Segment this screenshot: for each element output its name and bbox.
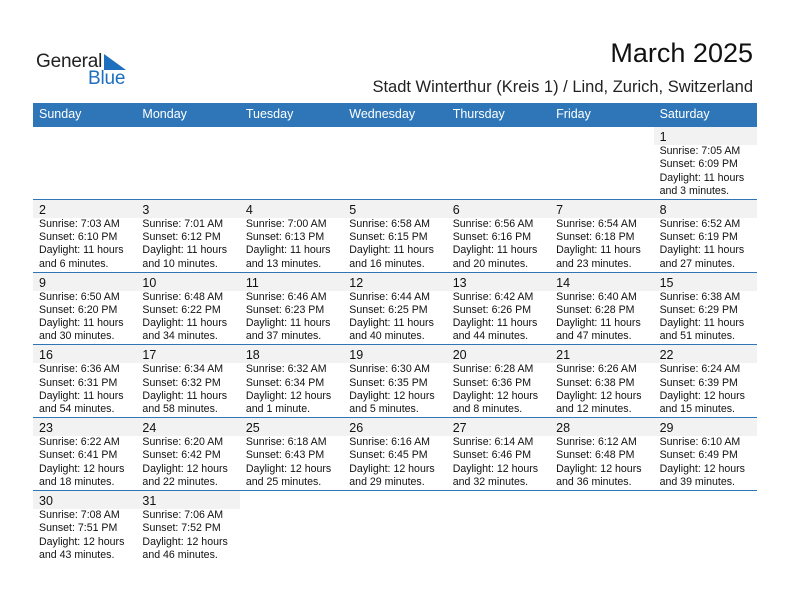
day-daylight1-text: Daylight: 12 hours xyxy=(142,535,228,548)
day-number: 24 xyxy=(142,421,157,436)
weekday-header: Tuesday xyxy=(240,103,343,126)
day-sunset-text: Sunset: 6:46 PM xyxy=(452,449,532,462)
day-daylight1-text: Daylight: 11 hours xyxy=(452,317,538,330)
day-number-bar xyxy=(654,418,757,436)
day-sunrise-text: Sunrise: 6:42 AM xyxy=(452,290,534,303)
day-sunrise-text: Sunrise: 7:03 AM xyxy=(39,217,120,230)
weekday-header: Monday xyxy=(136,103,239,126)
day-number-bar xyxy=(136,345,239,363)
day-cell xyxy=(654,344,757,417)
day-sunset-text: Sunset: 6:09 PM xyxy=(659,158,738,171)
day-sunrise-text: Sunrise: 6:20 AM xyxy=(142,436,224,449)
empty-day-cell xyxy=(447,126,550,199)
day-number: 6 xyxy=(452,202,460,217)
day-daylight2-text: and 22 minutes. xyxy=(142,476,218,489)
day-daylight2-text: and 47 minutes. xyxy=(556,330,632,343)
day-daylight2-text: and 1 minute. xyxy=(245,403,311,416)
empty-day-cell xyxy=(240,126,343,199)
day-number: 28 xyxy=(556,421,571,436)
day-daylight2-text: and 8 minutes. xyxy=(452,403,523,416)
day-daylight2-text: and 15 minutes. xyxy=(659,403,735,416)
day-sunrise-text: Sunrise: 7:06 AM xyxy=(142,508,224,521)
day-number: 30 xyxy=(39,493,53,508)
empty-day-cell xyxy=(343,490,446,563)
day-number-bar xyxy=(136,491,239,509)
day-daylight1-text: Daylight: 12 hours xyxy=(556,462,642,475)
day-sunset-text: Sunset: 6:16 PM xyxy=(452,231,532,244)
day-sunset-text: Sunset: 6:28 PM xyxy=(556,303,635,316)
day-number-bar xyxy=(33,200,136,218)
weekday-header: Sunday xyxy=(33,103,136,126)
day-cell xyxy=(240,272,343,345)
day-daylight1-text: Daylight: 12 hours xyxy=(452,462,539,475)
day-cell xyxy=(550,199,653,272)
day-cell xyxy=(33,272,136,345)
day-daylight1-text: Daylight: 12 hours xyxy=(556,389,642,402)
day-sunrise-text: Sunrise: 6:44 AM xyxy=(349,290,430,303)
day-cell xyxy=(550,272,653,345)
day-sunrise-text: Sunrise: 6:46 AM xyxy=(245,290,327,303)
day-sunrise-text: Sunrise: 6:32 AM xyxy=(245,363,327,376)
day-cell xyxy=(447,272,550,345)
day-cell xyxy=(654,126,757,199)
day-daylight2-text: and 37 minutes. xyxy=(245,330,322,343)
day-sunrise-text: Sunrise: 7:08 AM xyxy=(39,508,120,521)
day-sunset-text: Sunset: 6:10 PM xyxy=(39,231,118,244)
day-daylight1-text: Daylight: 11 hours xyxy=(659,171,745,184)
day-number: 5 xyxy=(349,202,357,217)
logo-text-general: General xyxy=(36,51,103,72)
day-sunset-text: Sunset: 6:41 PM xyxy=(39,449,118,462)
day-daylight2-text: and 13 minutes. xyxy=(245,257,322,270)
weekday-header: Wednesday xyxy=(343,103,446,126)
day-sunset-text: Sunset: 6:34 PM xyxy=(245,376,325,389)
day-cell xyxy=(33,344,136,417)
day-number-bar xyxy=(240,418,343,436)
day-number-bar xyxy=(654,345,757,363)
day-daylight1-text: Daylight: 12 hours xyxy=(659,389,745,402)
day-number-bar xyxy=(240,345,343,363)
day-daylight2-text: and 54 minutes. xyxy=(39,403,115,416)
day-sunset-text: Sunset: 6:20 PM xyxy=(39,303,118,316)
day-sunrise-text: Sunrise: 6:18 AM xyxy=(245,436,327,449)
day-daylight1-text: Daylight: 11 hours xyxy=(39,317,124,330)
day-cell xyxy=(136,344,239,417)
day-cell xyxy=(447,344,550,417)
day-number: 15 xyxy=(659,275,674,290)
weekday-header: Saturday xyxy=(654,103,757,126)
day-daylight2-text: and 27 minutes. xyxy=(659,257,735,270)
day-daylight1-text: Daylight: 11 hours xyxy=(142,244,228,257)
day-cell xyxy=(343,272,446,345)
day-number-bar xyxy=(447,200,550,218)
day-daylight2-text: and 39 minutes. xyxy=(659,476,735,489)
day-sunrise-text: Sunrise: 6:54 AM xyxy=(556,217,637,230)
day-daylight1-text: Daylight: 12 hours xyxy=(349,462,435,475)
day-number-bar xyxy=(343,418,446,436)
day-sunrise-text: Sunrise: 6:16 AM xyxy=(349,436,430,449)
day-daylight2-text: and 25 minutes. xyxy=(245,476,322,489)
day-sunset-text: Sunset: 6:19 PM xyxy=(659,231,738,244)
day-daylight1-text: Daylight: 12 hours xyxy=(452,389,539,402)
day-daylight1-text: Daylight: 11 hours xyxy=(142,389,228,402)
day-daylight1-text: Daylight: 11 hours xyxy=(39,244,124,257)
day-daylight2-text: and 44 minutes. xyxy=(452,330,529,343)
day-sunset-text: Sunset: 6:45 PM xyxy=(349,449,428,462)
day-number: 23 xyxy=(39,421,53,436)
day-sunrise-text: Sunrise: 6:58 AM xyxy=(349,217,430,230)
day-sunset-text: Sunset: 6:13 PM xyxy=(245,231,325,244)
day-number: 9 xyxy=(39,275,46,290)
day-daylight2-text: and 5 minutes. xyxy=(349,403,419,416)
day-daylight1-text: Daylight: 11 hours xyxy=(349,244,434,257)
calendar-grid xyxy=(33,103,757,563)
day-sunrise-text: Sunrise: 6:50 AM xyxy=(39,290,120,303)
day-number: 20 xyxy=(452,348,467,363)
day-daylight2-text: and 29 minutes. xyxy=(349,476,425,489)
empty-day-cell xyxy=(136,126,239,199)
day-daylight1-text: Daylight: 12 hours xyxy=(245,389,332,402)
day-cell xyxy=(33,490,136,563)
day-cell xyxy=(240,344,343,417)
day-daylight1-text: Daylight: 11 hours xyxy=(245,244,331,257)
day-daylight1-text: Daylight: 12 hours xyxy=(142,462,228,475)
day-sunset-text: Sunset: 6:18 PM xyxy=(556,231,635,244)
day-number: 11 xyxy=(245,275,259,290)
day-sunrise-text: Sunrise: 6:10 AM xyxy=(659,436,741,449)
day-number: 10 xyxy=(142,275,157,290)
day-daylight2-text: and 40 minutes. xyxy=(349,330,425,343)
day-number: 29 xyxy=(659,421,674,436)
day-number-bar xyxy=(136,418,239,436)
day-daylight2-text: and 34 minutes. xyxy=(142,330,218,343)
page-subtitle: Stadt Winterthur (Kreis 1) / Lind, Zurich, Switzerland xyxy=(372,78,753,96)
day-daylight1-text: Daylight: 11 hours xyxy=(556,317,641,330)
day-sunset-text: Sunset: 6:38 PM xyxy=(556,376,635,389)
day-sunrise-text: Sunrise: 7:05 AM xyxy=(659,145,741,157)
day-number-bar xyxy=(136,273,239,291)
weekday-header: Thursday xyxy=(447,103,550,126)
day-number-bar xyxy=(550,418,653,436)
day-number-bar xyxy=(343,345,446,363)
day-daylight2-text: and 51 minutes. xyxy=(659,330,735,343)
day-sunset-text: Sunset: 6:32 PM xyxy=(142,376,221,389)
day-number: 16 xyxy=(39,348,53,363)
day-number: 8 xyxy=(659,202,667,217)
day-sunset-text: Sunset: 6:48 PM xyxy=(556,449,635,462)
day-cell xyxy=(33,417,136,490)
day-cell xyxy=(447,417,550,490)
day-number: 4 xyxy=(245,202,253,217)
day-number-bar xyxy=(343,200,446,218)
day-cell xyxy=(343,344,446,417)
day-daylight2-text: and 46 minutes. xyxy=(142,548,218,561)
day-number: 12 xyxy=(349,275,364,290)
day-number: 13 xyxy=(452,275,467,290)
day-number-bar xyxy=(447,273,550,291)
day-daylight1-text: Daylight: 11 hours xyxy=(39,389,124,402)
day-daylight1-text: Daylight: 11 hours xyxy=(659,317,745,330)
day-cell xyxy=(447,199,550,272)
day-number: 2 xyxy=(39,202,46,217)
day-number-bar xyxy=(550,200,653,218)
day-cell xyxy=(136,272,239,345)
day-number-bar xyxy=(240,273,343,291)
day-number: 19 xyxy=(349,348,364,363)
day-cell xyxy=(550,344,653,417)
day-sunrise-text: Sunrise: 6:34 AM xyxy=(142,363,224,376)
day-sunrise-text: Sunrise: 6:14 AM xyxy=(452,436,534,449)
day-sunset-text: Sunset: 6:25 PM xyxy=(349,303,428,316)
day-daylight1-text: Daylight: 11 hours xyxy=(349,317,434,330)
day-daylight2-text: and 30 minutes. xyxy=(39,330,115,343)
empty-day-cell xyxy=(550,126,653,199)
day-number: 26 xyxy=(349,421,364,436)
day-sunrise-text: Sunrise: 6:28 AM xyxy=(452,363,534,376)
page-title: March 2025 xyxy=(610,38,753,68)
day-sunrise-text: Sunrise: 6:30 AM xyxy=(349,363,430,376)
day-number-bar xyxy=(447,418,550,436)
day-number: 14 xyxy=(556,275,571,290)
day-sunset-text: Sunset: 6:31 PM xyxy=(39,376,118,389)
day-number-bar xyxy=(136,200,239,218)
empty-day-cell xyxy=(550,490,653,563)
day-daylight2-text: and 6 minutes. xyxy=(39,257,109,270)
day-daylight2-text: and 10 minutes. xyxy=(142,257,218,270)
day-daylight1-text: Daylight: 12 hours xyxy=(659,462,745,475)
day-cell xyxy=(654,417,757,490)
day-daylight2-text: and 3 minutes. xyxy=(659,184,730,197)
day-sunset-text: Sunset: 6:22 PM xyxy=(142,303,221,316)
day-number: 18 xyxy=(245,348,260,363)
day-sunrise-text: Sunrise: 6:56 AM xyxy=(452,217,534,230)
day-sunrise-text: Sunrise: 6:22 AM xyxy=(39,436,120,449)
day-number: 21 xyxy=(556,348,571,363)
day-daylight2-text: and 12 minutes. xyxy=(556,403,632,416)
day-cell xyxy=(343,417,446,490)
logo-text-blue: Blue xyxy=(88,68,126,89)
day-number: 25 xyxy=(245,421,260,436)
day-daylight1-text: Daylight: 11 hours xyxy=(452,244,538,257)
day-number-bar xyxy=(240,200,343,218)
day-daylight1-text: Daylight: 11 hours xyxy=(556,244,641,257)
day-daylight1-text: Daylight: 12 hours xyxy=(39,535,125,548)
day-cell xyxy=(240,417,343,490)
day-sunrise-text: Sunrise: 6:52 AM xyxy=(659,217,741,230)
day-cell xyxy=(136,490,239,563)
day-sunset-text: Sunset: 6:35 PM xyxy=(349,376,428,389)
day-sunrise-text: Sunrise: 6:40 AM xyxy=(556,290,637,303)
day-sunrise-text: Sunrise: 6:26 AM xyxy=(556,363,637,376)
day-sunset-text: Sunset: 6:49 PM xyxy=(659,449,738,462)
day-daylight1-text: Daylight: 11 hours xyxy=(659,244,745,257)
day-daylight2-text: and 18 minutes. xyxy=(39,476,115,489)
day-number-bar xyxy=(33,418,136,436)
day-daylight1-text: Daylight: 12 hours xyxy=(245,462,332,475)
day-sunset-text: Sunset: 7:52 PM xyxy=(142,522,221,535)
day-number: 1 xyxy=(659,130,667,144)
empty-day-cell xyxy=(654,490,757,563)
day-daylight2-text: and 32 minutes. xyxy=(452,476,529,489)
day-daylight2-text: and 43 minutes. xyxy=(39,548,115,561)
day-sunrise-text: Sunrise: 6:48 AM xyxy=(142,290,224,303)
day-sunrise-text: Sunrise: 7:00 AM xyxy=(245,217,327,230)
day-sunset-text: Sunset: 6:42 PM xyxy=(142,449,221,462)
day-cell xyxy=(240,199,343,272)
day-daylight1-text: Daylight: 12 hours xyxy=(349,389,435,402)
day-cell xyxy=(550,417,653,490)
day-daylight1-text: Daylight: 11 hours xyxy=(142,317,228,330)
empty-day-cell xyxy=(33,126,136,199)
day-sunrise-text: Sunrise: 6:24 AM xyxy=(659,363,741,376)
day-number-bar xyxy=(550,273,653,291)
empty-day-cell xyxy=(240,490,343,563)
day-daylight2-text: and 36 minutes. xyxy=(556,476,632,489)
day-number: 7 xyxy=(556,202,564,217)
day-cell xyxy=(654,272,757,345)
day-daylight2-text: and 58 minutes. xyxy=(142,403,218,416)
day-sunrise-text: Sunrise: 6:12 AM xyxy=(556,436,637,449)
empty-day-cell xyxy=(447,490,550,563)
day-sunrise-text: Sunrise: 7:01 AM xyxy=(142,217,224,230)
day-number: 31 xyxy=(142,493,157,508)
day-sunset-text: Sunset: 6:26 PM xyxy=(452,303,532,316)
day-number-bar xyxy=(654,127,757,145)
day-number-bar xyxy=(33,345,136,363)
weekday-header: Friday xyxy=(550,103,653,126)
day-cell xyxy=(654,199,757,272)
day-daylight2-text: and 20 minutes. xyxy=(452,257,529,270)
logo xyxy=(36,51,136,91)
day-number: 22 xyxy=(659,348,674,363)
day-number-bar xyxy=(447,345,550,363)
day-daylight1-text: Daylight: 12 hours xyxy=(39,462,125,475)
day-cell xyxy=(136,199,239,272)
day-sunrise-text: Sunrise: 6:36 AM xyxy=(39,363,120,376)
day-daylight2-text: and 23 minutes. xyxy=(556,257,632,270)
day-cell xyxy=(33,199,136,272)
day-sunset-text: Sunset: 6:43 PM xyxy=(245,449,325,462)
empty-day-cell xyxy=(343,126,446,199)
day-sunset-text: Sunset: 6:39 PM xyxy=(659,376,738,389)
day-daylight1-text: Daylight: 11 hours xyxy=(245,317,331,330)
day-sunrise-text: Sunrise: 6:38 AM xyxy=(659,290,741,303)
day-number-bar xyxy=(343,273,446,291)
day-number-bar xyxy=(654,200,757,218)
day-number-bar xyxy=(33,273,136,291)
day-sunset-text: Sunset: 7:51 PM xyxy=(39,522,118,535)
day-number-bar xyxy=(33,491,136,509)
day-cell xyxy=(136,417,239,490)
day-sunset-text: Sunset: 6:29 PM xyxy=(659,303,738,316)
day-sunset-text: Sunset: 6:12 PM xyxy=(142,231,221,244)
day-number: 27 xyxy=(452,421,467,436)
day-daylight2-text: and 16 minutes. xyxy=(349,257,425,270)
day-number: 3 xyxy=(142,202,150,217)
day-sunset-text: Sunset: 6:23 PM xyxy=(245,303,325,316)
day-number-bar xyxy=(654,273,757,291)
day-sunset-text: Sunset: 6:15 PM xyxy=(349,231,428,244)
day-cell xyxy=(343,199,446,272)
day-number-bar xyxy=(550,345,653,363)
day-sunset-text: Sunset: 6:36 PM xyxy=(452,376,532,389)
day-number: 17 xyxy=(142,348,157,363)
